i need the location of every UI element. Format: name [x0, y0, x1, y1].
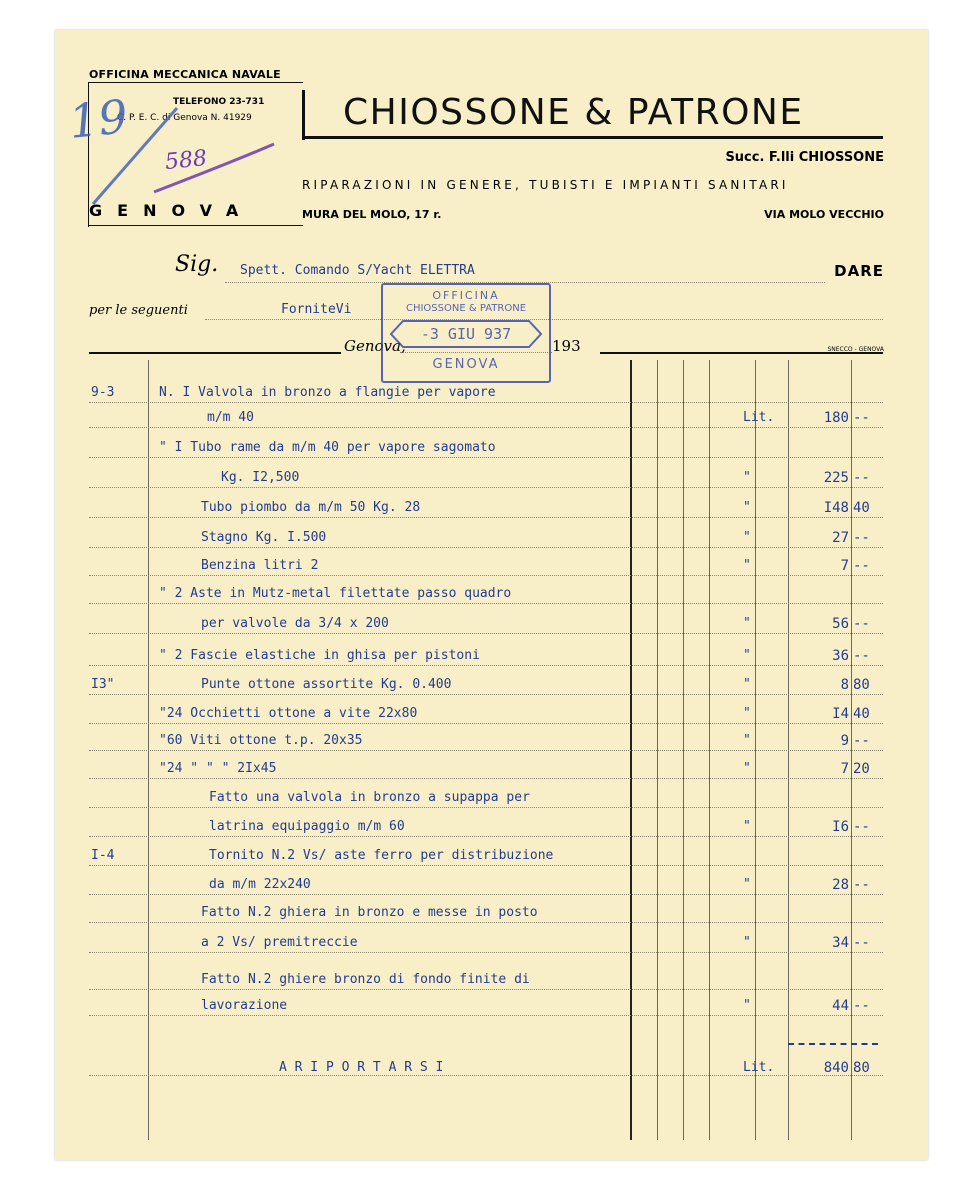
printer-mark: SNECCO - GENOVA: [827, 346, 884, 353]
item-cent: 80: [853, 677, 870, 693]
item-lire: 28: [832, 877, 849, 893]
item-lire: 56: [832, 616, 849, 632]
item-unit: ": [743, 558, 751, 573]
item-lire: 34: [832, 935, 849, 951]
successor-line: Succ. F.lli CHIOSSONE: [725, 150, 884, 165]
item-cent: --: [853, 616, 870, 632]
item-lire: 36: [832, 648, 849, 664]
item-lire: 44: [832, 998, 849, 1014]
item-cent: --: [853, 935, 870, 951]
item-cent: --: [853, 998, 870, 1014]
item-lire: 7: [840, 761, 849, 777]
telephone: TELEFONO 23-731: [173, 97, 265, 107]
item-lire: I6: [832, 819, 849, 835]
item-lire: I4: [832, 706, 849, 722]
item-unit: ": [743, 530, 751, 545]
genova-date-label: Genova,: [344, 337, 406, 355]
item-description: per valvole da 3/4 x 200: [201, 616, 389, 631]
item-unit: ": [743, 648, 751, 663]
item-cent: 20: [853, 761, 870, 777]
item-description: "24 Occhietti ottone a vite 22x80: [159, 706, 418, 721]
item-cent: 40: [853, 706, 870, 722]
item-lire: 180: [823, 410, 849, 426]
item-description: " 2 Aste in Mutz-metal filettate passo quadro: [159, 586, 512, 601]
address-left: MURA DEL MOLO, 17 r.: [302, 208, 442, 221]
item-description: Kg. I2,500: [221, 470, 300, 485]
item-date: I3": [91, 677, 115, 692]
item-unit: ": [743, 470, 751, 485]
item-cent: --: [853, 819, 870, 835]
item-description: latrina equipaggio m/m 60: [209, 819, 405, 834]
item-unit: ": [743, 706, 751, 721]
handwritten-reference: 588: [163, 145, 209, 176]
total-lire: 840: [823, 1060, 849, 1076]
item-cent: --: [853, 530, 870, 546]
item-unit: ": [743, 500, 751, 515]
company-name: CHIOSSONE & PATRONE: [343, 92, 804, 133]
item-cent: --: [853, 470, 870, 486]
item-description: Benzina litri 2: [201, 558, 319, 573]
officina-label: OFFICINA MECCANICA NAVALE: [89, 68, 281, 81]
item-unit: ": [743, 733, 751, 748]
item-lire: 9: [840, 733, 849, 749]
item-description: " 2 Fascie elastiche in ghisa per pistoni: [159, 648, 480, 663]
item-date: I-4: [91, 848, 115, 863]
item-unit: ": [743, 998, 751, 1013]
company-stamp: OFFICINA CHIOSSONE & PATRONE -3 GIU 937 GENOVA: [381, 283, 551, 383]
item-description: Fatto una valvola in bronzo a supappa per: [209, 790, 530, 805]
per-label: per le seguenti: [89, 303, 188, 318]
item-date: 9-3: [91, 385, 115, 400]
item-description: "24 " " " 2Ix45: [159, 761, 277, 776]
services-line: RIPARAZIONI IN GENERE, TUBISTI E IMPIANTI SANITARI: [302, 178, 789, 192]
item-description: N. I Valvola in bronzo a flangie per vapore: [159, 385, 496, 400]
item-description: Fatto N.2 ghiera in bronzo e messe in posto: [201, 905, 538, 920]
item-unit: Lit.: [743, 410, 775, 425]
handwritten-stroke: [150, 138, 280, 198]
item-unit: ": [743, 761, 751, 776]
per-value: FornitеVi: [281, 302, 352, 317]
item-description: lavorazione: [201, 998, 288, 1013]
item-cent: --: [853, 648, 870, 664]
item-lire: 8: [840, 677, 849, 693]
item-unit: ": [743, 877, 751, 892]
item-description: da m/m 22x240: [209, 877, 311, 892]
item-description: Tornito N.2 Vs/ aste ferro per distribuzione: [209, 848, 554, 863]
item-description: Stagno Kg. I.500: [201, 530, 327, 545]
item-cent: --: [853, 410, 870, 426]
invoice-sheet: [55, 30, 928, 1160]
item-lire: I48: [823, 500, 849, 516]
item-description: Tubo piombo da m/m 50 Kg. 28: [201, 500, 421, 515]
item-cent: --: [853, 877, 870, 893]
handwritten-number: 19: [66, 89, 131, 149]
item-description: Fatto N.2 ghiere bronzo di fondo finite di: [201, 972, 530, 987]
addressee-name: Spett. Comando S/Yacht ELETTRA: [240, 263, 475, 278]
item-lire: 27: [832, 530, 849, 546]
item-lire: 7: [840, 558, 849, 574]
item-description: "60 Viti ottone t.p. 20x35: [159, 733, 363, 748]
dare-label: DARE: [834, 262, 884, 280]
item-description: " I Tubo rame da m/m 40 per vapore sagomato: [159, 440, 496, 455]
item-cent: 40: [853, 500, 870, 516]
total-unit: Lit.: [743, 1060, 775, 1075]
sig-label: Sig.: [175, 252, 219, 277]
item-unit: ": [743, 677, 751, 692]
item-description: Punte ottone assortite Kg. 0.400: [201, 677, 452, 692]
item-cent: --: [853, 558, 870, 574]
cpe-number: C. P. E. C. di Genova N. 41929: [117, 113, 252, 123]
item-description: m/m 40: [207, 410, 254, 425]
item-cent: --: [853, 733, 870, 749]
item-unit: ": [743, 819, 751, 834]
item-unit: ": [743, 616, 751, 631]
total-label: A R I P O R T A R S I: [279, 1060, 444, 1075]
item-unit: ": [743, 935, 751, 950]
total-row: [55, 1060, 928, 1080]
city-name: GENOVA: [89, 201, 254, 220]
item-description: a 2 Vs/ premitreccie: [201, 935, 358, 950]
item-lire: 225: [823, 470, 849, 486]
address-right: VIA MOLO VECCHIO: [764, 208, 884, 221]
year-prefix: 193: [552, 337, 581, 355]
total-cent: 80: [853, 1060, 870, 1076]
